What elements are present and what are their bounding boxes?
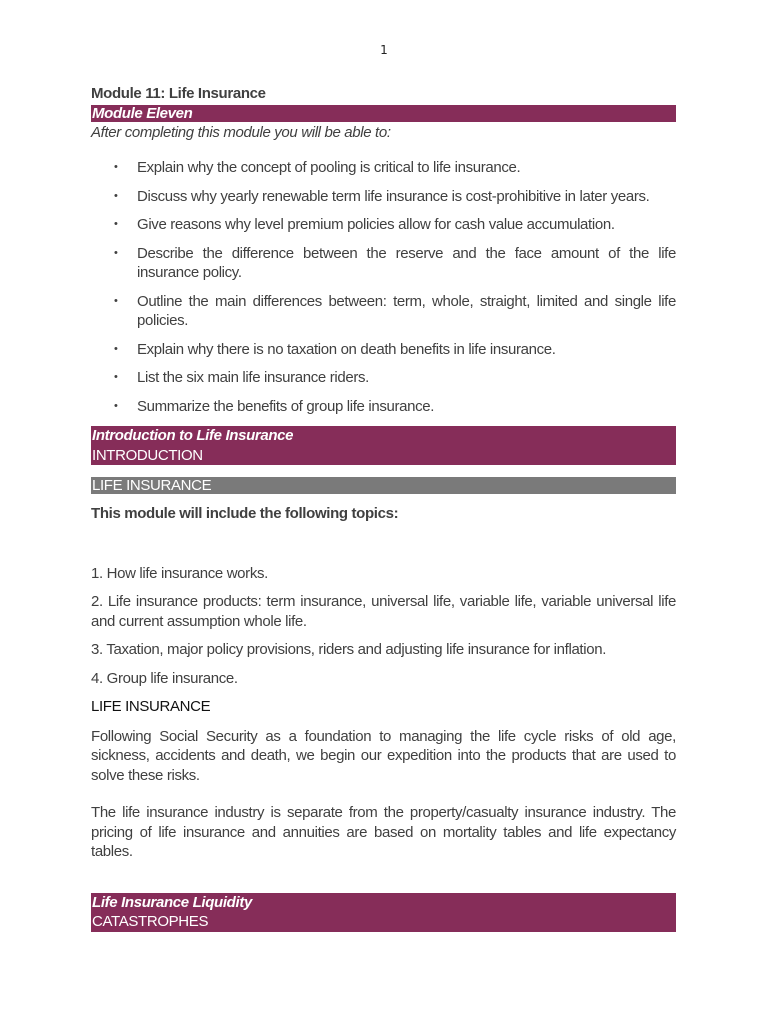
paragraph: The life insurance industry is separate from the property/casualty insurance industry. The pricing of life insurance and annuities are based on mortality tables and life expectancy tables. [91,804,676,860]
objective-item: • Discuss why yearly renewable term life insurance is cost-prohibitive in later years. [91,187,676,207]
section-heading: LIFE INSURANCE [91,698,211,715]
liquidity-band-label: CATASTROPHES [92,913,209,930]
module-band [91,105,676,122]
introduction-band-label: INTRODUCTION [92,446,203,464]
page-number: 1 [380,43,388,57]
life-insurance-gray-band: LIFE INSURANCE [91,477,676,494]
objective-item: • Explain why there is no taxation on death benefits in life insurance. [91,340,676,360]
objective-item: • Describe the difference between the reserve and the face amount of the life insurance policy. [91,244,676,283]
topics-title: This module will include the following topics: [91,505,399,522]
document-body [91,84,676,932]
module-band-label: Module Eleven [92,105,193,122]
topic-item: 2. Life insurance products: term insurance, universal life, variable life, variable universal life and current assumption whole life. [91,593,676,630]
intro-text: After completing this module you will be able to: [91,124,391,141]
objectives-list [91,158,676,416]
objective-item: • Explain why the concept of pooling is critical to life insurance. [91,158,676,178]
topic-item: 4. Group life insurance. [91,669,238,687]
liquidity-band-title: Life Insurance Liquidity [92,893,252,911]
liquidity-band [91,893,676,932]
introduction-band-title: Introduction to Life Insurance [92,427,294,444]
objective-item: • Summarize the benefits of group life insurance. [91,397,676,417]
objective-item: • Give reasons why level premium policies allow for cash value accumulation. [91,215,676,235]
module-title: Module 11: Life Insurance [91,85,266,102]
topic-item: 3. Taxation, major policy provisions, riders and adjusting life insurance for inflation. [91,641,607,658]
topic-item: 1. How life insurance works. [91,564,268,582]
objective-item: • Outline the main differences between: term, whole, straight, limited and single life policies. [91,292,676,331]
objective-item: • List the six main life insurance riders. [91,368,676,388]
paragraph: Following Social Security as a foundation to managing the life cycle risks of old age, sickness, accidents and death, we begin our expedition into the products that are used to solve these risks. [91,727,676,784]
introduction-band [91,426,676,465]
